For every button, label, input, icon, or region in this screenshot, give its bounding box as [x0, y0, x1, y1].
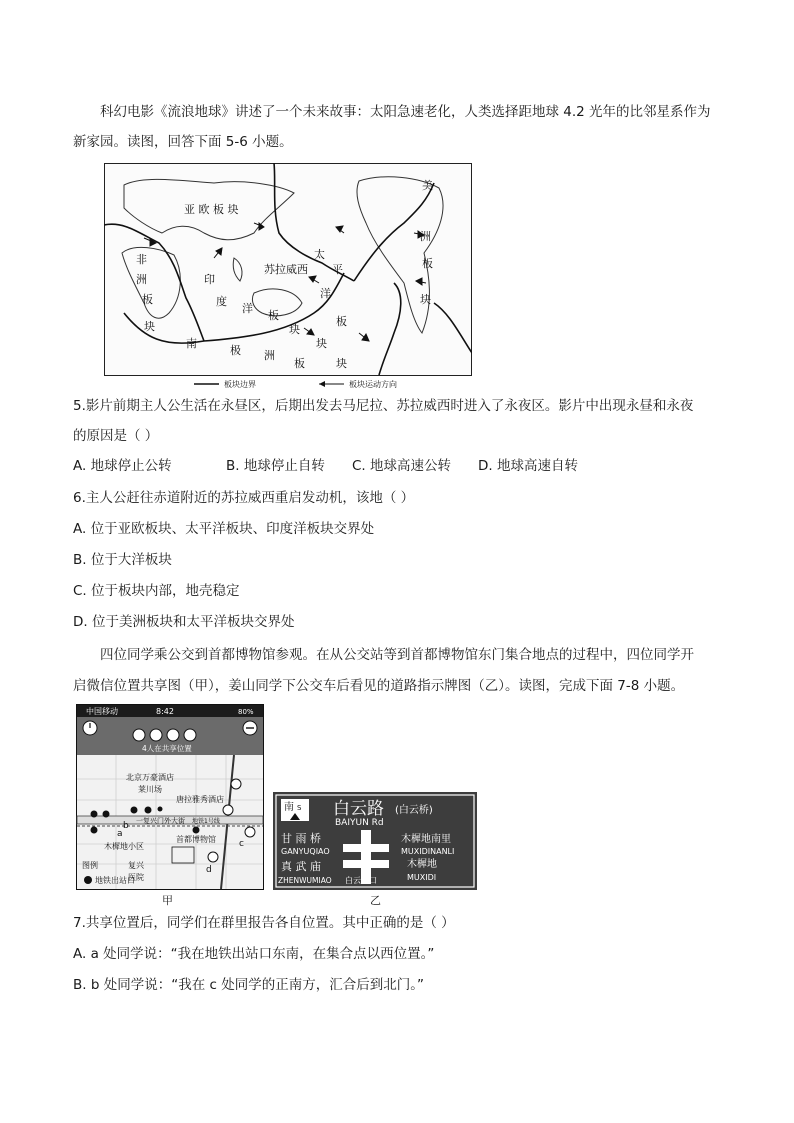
q6-option-c: C. 位于板块内部，地壳稳定 — [73, 583, 240, 599]
battery-label: 80% — [238, 708, 254, 716]
marker-b: b — [123, 821, 129, 831]
legend-motion: 板块运动方向 — [349, 380, 397, 389]
avatar[interactable] — [167, 729, 179, 741]
label-antarctic-1: 南 — [186, 337, 197, 350]
q5-option-c: C. 地球高速公转 — [352, 458, 452, 474]
label-india-3: 洋 — [242, 302, 253, 315]
poi-laichuan: 莱川场 — [138, 785, 162, 794]
q6-option-d: D. 位于美洲板块和太平洋板块交界处 — [73, 614, 295, 630]
intro-line-1: 科幻电影《流浪地球》讲述了一个未来故事：太阳急速老化，人类选择距地球 4.2 光年的比邻星系作为 — [100, 104, 711, 120]
legend-boundary: 板块边界 — [224, 380, 256, 389]
label-america-3: 板 — [422, 257, 433, 270]
label-antarctic-4: 板 — [294, 357, 305, 370]
hospital-label-1: 复兴 — [128, 861, 144, 870]
map-legend — [194, 379, 397, 389]
intro2-line-2: 启微信位置共享图（甲），姜山同学下公交车后看见的道路指示牌图（乙）。读图，完成下面 7-8 小题。 — [73, 678, 685, 694]
museum-label: 首都博物馆 — [176, 835, 216, 844]
label-pacific-5: 块 — [316, 337, 327, 350]
label-antarctic-5: 块 — [336, 357, 347, 370]
marker-a: a — [117, 829, 123, 839]
label-antarctic-3: 洲 — [264, 349, 275, 362]
left-1-en: GANYUQIAO — [281, 847, 330, 856]
collapse-icon[interactable] — [243, 721, 257, 735]
label-america-2: 洲 — [420, 230, 431, 243]
q5-stem-line-1: 5.影片前期主人公生活在永昼区，后期出发去马尼拉、苏拉威西时进入了永夜区。影片中出现永昼和永夜 — [73, 398, 694, 414]
right-1-cn: 木樨地南里 — [401, 834, 451, 845]
label-eurasia: 亚 欧 板 块 — [184, 203, 239, 216]
road-name-en: BAIYUN Rd — [335, 818, 384, 828]
label-pacific-2: 平 — [332, 263, 343, 276]
left-2-cn: 真 武 庙 — [281, 860, 321, 873]
label-pacific-3: 洋 — [320, 287, 331, 300]
right-2-cn: 木樨地 — [407, 859, 437, 870]
road-name-cn: 白云路 — [333, 799, 384, 819]
label-pacific-4: 板 — [336, 315, 347, 328]
avatar[interactable] — [133, 729, 145, 741]
phone-location-share — [76, 704, 264, 894]
right-1-en: MUXIDINANLI — [401, 847, 455, 856]
label-africa-2: 洲 — [136, 273, 147, 286]
q6-stem: 6.主人公赶往赤道附近的苏拉威西重启发动机，该地（ ） — [73, 490, 415, 506]
marker-d: d — [206, 865, 212, 875]
power-icon[interactable] — [83, 721, 97, 735]
avatar[interactable] — [150, 729, 162, 741]
label-africa-1: 非 — [136, 253, 147, 266]
caption-yi: 乙 — [370, 894, 381, 907]
legend-subway-exit: 地铁出站口 — [95, 876, 135, 885]
community-label: 木樨地小区 — [104, 842, 144, 851]
subway-label: 地铁1号线 — [192, 818, 220, 825]
carrier-label: 中国移动 — [86, 707, 118, 716]
marker-c: c — [239, 839, 244, 849]
label-antarctic-2: 极 — [230, 344, 241, 357]
q6-option-a: A. 位于亚欧板块、太平洋板块、印度洋板块交界处 — [73, 521, 375, 537]
subway-exit-icon — [84, 876, 92, 884]
poi-marriott: 北京万豪酒店 — [126, 773, 174, 782]
label-india-2: 度 — [216, 295, 227, 308]
label-india-4: 板 — [268, 309, 279, 322]
label-africa-4: 块 — [144, 320, 155, 333]
q5-option-b: B. 地球停止自转 — [226, 458, 325, 474]
direction-letter: S — [297, 804, 302, 812]
time-label: 8:42 — [156, 707, 174, 716]
hospital-label-2: 医院 — [128, 873, 144, 882]
q5-stem-line-2: 的原因是（ ） — [73, 428, 159, 444]
label-india-1: 印 — [204, 273, 215, 286]
street-label: 一复兴门外大街 — [136, 817, 185, 825]
left-1-cn: 甘 雨 桥 — [281, 832, 321, 845]
q7-stem: 7.共享位置后，同学们在群里报告各自位置。其中正确的是（ ） — [73, 915, 455, 931]
plate-map — [104, 163, 472, 395]
caption-jia: 甲 — [162, 894, 173, 907]
direction-label: 南 — [284, 802, 294, 813]
q7-option-a: A. a 处同学说：“我在地铁出站口东南，在集合点以西位置。” — [73, 946, 435, 962]
intro2-line-1: 四位同学乘公交到首都博物馆参观。在从公交站等到首都博物馆东门集合地点的过程中，四位同学开 — [100, 647, 694, 663]
avatar[interactable] — [184, 729, 196, 741]
road-name-paren: (白云桥) — [395, 805, 433, 816]
legend-title: 图例 — [82, 861, 98, 870]
intro-line-2: 新家园。读图，回答下面 5-6 小题。 — [73, 134, 293, 150]
sharing-status: 4人在共享位置 — [142, 744, 192, 753]
label-america-4: 块 — [420, 293, 431, 306]
q7-option-b: B. b 处同学说：“我在 c 处同学的正南方，汇合后到北门。” — [73, 977, 424, 993]
q5-option-a: A. 地球停止公转 — [73, 458, 172, 474]
right-2-en: MUXIDI — [407, 873, 437, 882]
label-sulawesi: 苏拉威西 — [264, 263, 308, 276]
q6-option-b: B. 位于大洋板块 — [73, 552, 172, 568]
poi-hotel: 唐拉雅秀酒店 — [176, 795, 224, 804]
left-2-en: ZHENWUMIAO — [278, 876, 332, 885]
label-america-1: 美 — [422, 179, 433, 192]
label-pacific-1: 太 — [314, 248, 325, 261]
q5-option-d: D. 地球高速自转 — [478, 458, 578, 474]
road-sign — [273, 792, 477, 894]
label-africa-3: 板 — [142, 293, 153, 306]
bottom-cn: 白云路口 — [345, 876, 377, 885]
label-india-5: 块 — [289, 323, 300, 336]
